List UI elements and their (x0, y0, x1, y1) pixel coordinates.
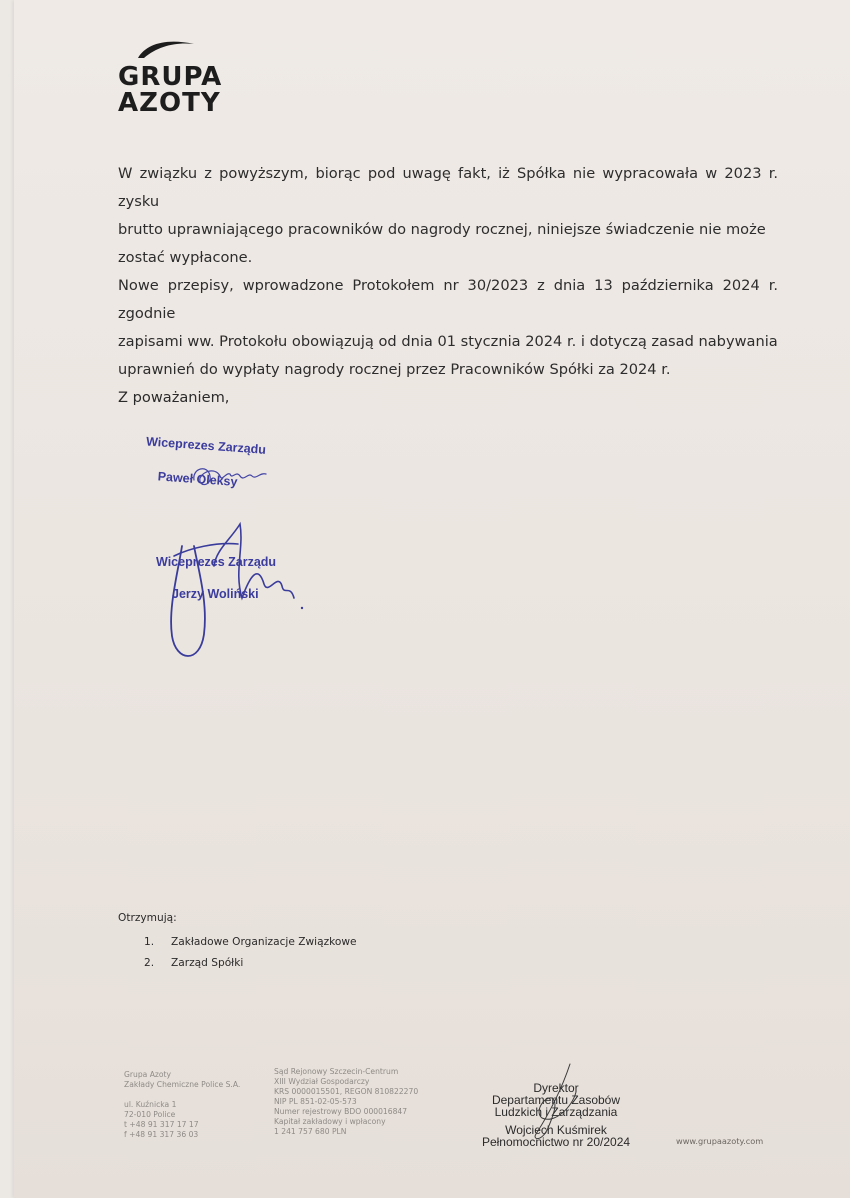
footer-line: 72-010 Police (124, 1110, 176, 1119)
logo-text-line2: AZOTY (118, 88, 221, 118)
stamp-title: Wiceprezes Zarządu (145, 434, 267, 457)
list-item-number: 2. (144, 957, 155, 969)
closing-salutation: Z poważaniem, (118, 389, 230, 406)
handwritten-signature-1 (190, 458, 270, 494)
paragraph-line: zostać wypłacone. (118, 249, 253, 266)
director-authority: Pełnomocnictwo nr 20/2024 (481, 1135, 631, 1149)
footer-line: XIII Wydział Gospodarczy (274, 1077, 370, 1086)
stamp-name: Jerzy Woliński (172, 587, 259, 601)
paragraph-line: W związku z powyższym, biorąc pod uwagę fakt, iż Spółka nie wypracowała w 2023 r. zysku (118, 165, 778, 210)
handwritten-signature-2 (154, 512, 314, 664)
footer-website: www.grupaazoty.com (676, 1136, 764, 1146)
paragraph-2 (118, 272, 778, 384)
footer-line: Grupa Azoty (124, 1070, 172, 1079)
director-line: Dyrektor (533, 1081, 579, 1095)
letter-page (14, 0, 850, 1198)
director-line: Ludzkich i Zarządzania (494, 1105, 618, 1119)
director-line: Departamentu Zasobów (491, 1093, 621, 1107)
footer-line: f +48 91 317 36 03 (124, 1130, 199, 1139)
list-item-number: 1. (144, 936, 155, 948)
paragraph-line: brutto uprawniającego pracowników do nagrody rocznej, niniejsze świadczenie nie może (118, 221, 766, 238)
stamp-title: Wiceprezes Zarządu (156, 555, 277, 569)
footer-line: ul. Kuźnicka 1 (124, 1100, 177, 1109)
list-item-text: Zarząd Spółki (171, 957, 244, 969)
footer-line: Sąd Rejonowy Szczecin-Centrum (274, 1067, 399, 1076)
footer-line (124, 1090, 240, 1100)
bird-icon (136, 38, 196, 60)
recipients-list (144, 932, 357, 974)
stamp-name: Paweł Oleksy (157, 469, 238, 489)
list-item (144, 953, 357, 974)
footer-line: t +48 91 317 17 17 (124, 1120, 199, 1129)
list-item-text: Zakładowe Organizacje Związkowe (171, 936, 357, 948)
footer-line: Kapitał zakładowy i wpłacony (274, 1117, 386, 1126)
list-item (144, 932, 357, 953)
paragraph-line: uprawnień do wypłaty nagrody rocznej przez Pracowników Spółki za 2024 r. (118, 361, 671, 378)
footer-company-address (124, 1070, 240, 1140)
grupa-azoty-logo (118, 38, 242, 118)
footer-line: KRS 0000015501, REGON 810822270 (274, 1087, 419, 1096)
director-name: Wojciech Kuśmirek (505, 1123, 607, 1137)
footer-line: 1 241 757 680 PLN (274, 1127, 347, 1136)
footer-registry-info (274, 1067, 418, 1137)
handwritten-signature-3 (514, 1062, 594, 1144)
paragraph-1 (118, 160, 778, 272)
logo-text-line1: GRUPA (118, 62, 223, 92)
footer-line: Numer rejestrowy BDO 000016847 (274, 1107, 408, 1116)
paragraph-line: Nowe przepisy, wprowadzone Protokołem nr 30/2023 z dnia 13 października 2024 r. zgodnie (118, 277, 778, 322)
recipients-label: Otrzymują: (118, 912, 177, 924)
footer-line: NIP PL 851-02-05-573 (274, 1097, 357, 1106)
paragraph-line: zapisami ww. Protokołu obowiązują od dnia 01 stycznia 2024 r. i dotyczą zasad nabywania (118, 333, 778, 350)
footer-line: Zakłady Chemiczne Police S.A. (124, 1080, 241, 1089)
